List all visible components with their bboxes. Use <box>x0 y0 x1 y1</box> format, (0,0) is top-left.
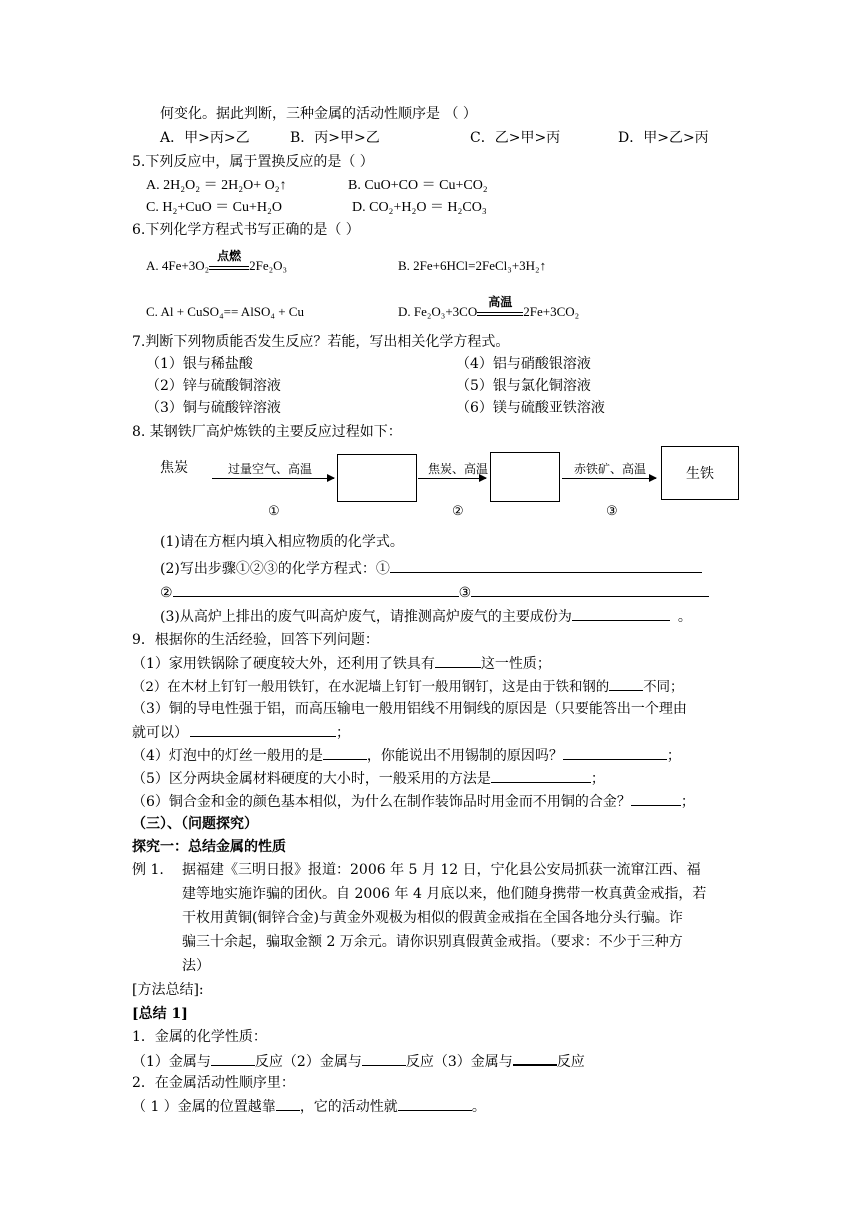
q9-item-1: （1）家用铁锅除了硬度较大外，还利用了铁具有 这一性质； <box>132 653 551 674</box>
answer-blank-9-6[interactable] <box>631 791 681 806</box>
explore-1-title: 探究一：总结金属的性质 <box>132 839 286 855</box>
q4-option-d: D．甲>乙>丙 <box>618 130 709 146</box>
flow-box-2 <box>490 452 560 502</box>
q9-stem: 9．根据你的生活经验，回答下列问题： <box>132 632 379 648</box>
answer-blank-9-2[interactable] <box>609 676 643 691</box>
q9-item-3: （3）铜的导电性强于铝，而高压输电一般用铝线不用铜线的原因是（只要能答出一个理由 <box>132 701 687 717</box>
flow-end-label: 生铁 <box>686 466 714 482</box>
example-1-line-2: 建等地实施诈骗的团伙。自 2006 年 4 月底以来，他们随身携带一枚真黄金戒指，若 <box>182 886 707 902</box>
q8-part1: (1)请在方框内填入相应物质的化学式。 <box>160 534 404 550</box>
summary-1-title: [总结 1] <box>132 1006 188 1022</box>
flow-arrow-1-label: 过量空气、高温 <box>228 462 313 476</box>
q8-part2-line2: ② ③ <box>160 582 709 603</box>
answer-blank-9-3[interactable] <box>190 722 336 737</box>
q6-option-b: B. 2Fe+6HCl=2FeCl₃+3H₂↑ <box>398 258 547 273</box>
q9-item-6: （6）铜合金和金的颜色基本相似，为什么在制作装饰品时用金而不用铜的合金？ ； <box>132 791 695 812</box>
flow-step-3: ③ <box>606 504 618 519</box>
q7-stem: 7.判断下列物质能否发生反应？若能，写出相关化学方程式。 <box>132 334 510 350</box>
q5-stem: 5.下列反应中，属于置换反应的是（ ） <box>132 154 374 170</box>
q6-option-d <box>398 295 580 322</box>
flow-arrow-1 <box>212 478 334 479</box>
q6-d-left: D. Fe₂O₃+3CO <box>398 304 478 319</box>
answer-blank-9-4a[interactable] <box>323 745 367 760</box>
q6-option-a <box>146 249 288 276</box>
q4-option-c: C．乙>甲>丙 <box>470 130 561 146</box>
q8-stem: 8. 某钢铁厂高炉炼铁的主要反应过程如下： <box>132 424 402 440</box>
q6-d-right: 2Fe+3CO₂ <box>523 304 580 319</box>
q8-part2: (2)写出步骤①②③的化学方程式：① <box>160 558 702 579</box>
answer-blank-step1[interactable] <box>390 558 702 573</box>
answer-blank-s1a[interactable] <box>211 1051 255 1066</box>
example-1-line-4: 骗三十余起，骗取金额 2 万余元。请你识别真假黄金戒指。（要求：不少于三种方 <box>182 934 683 950</box>
q7-item-3: （3）铜与硫酸锌溶液 <box>146 400 281 416</box>
q7-item-6: （6）镁与硫酸亚铁溶液 <box>456 400 605 416</box>
answer-blank-step3[interactable] <box>471 582 709 597</box>
flow-start-coke: 焦炭 <box>160 460 188 476</box>
answer-blank-s2a[interactable] <box>276 1096 300 1111</box>
q5-option-a: A. 2H₂O₂ ＝ 2H₂O+ O₂↑ <box>146 178 287 193</box>
summary-1-item-1-line: （1）金属与 反应（2）金属与 反应（3）金属与 反应 <box>132 1050 585 1072</box>
answer-blank-step2[interactable] <box>173 582 459 597</box>
q6-a-condition: 点燃 <box>209 258 249 270</box>
q5-option-d: D. CO₂+H₂O ＝ H₂CO₃ <box>352 200 487 215</box>
section-title: （三）、（问题探究） <box>132 816 258 832</box>
summary-1-item-2-line: （ 1 ）金属的位置越靠 ，它的活动性就 。 <box>132 1096 486 1117</box>
answer-blank-s2b[interactable] <box>398 1096 472 1111</box>
answer-blank-s1c[interactable] <box>513 1050 557 1066</box>
q5-option-b: B. CuO+CO ＝ Cu+CO₂ <box>348 178 488 193</box>
q6-stem: 6.下列化学方程式书写正确的是（ ） <box>132 222 360 238</box>
answer-blank-9-4b[interactable] <box>563 745 667 760</box>
example-1-line-5: 法） <box>182 958 210 974</box>
q8-part3: (3)从高炉上排出的废气叫高炉废气，请推测高炉废气的主要成份为 。 <box>160 606 692 627</box>
q6-a-right: 2Fe₂O₃ <box>249 258 288 273</box>
q9-item-2: （2）在木材上钉钉一般用铁钉，在水泥墙上钉钉一般用钢钉，这是由于铁和钢的 不同； <box>132 676 683 698</box>
answer-blank-9-5[interactable] <box>491 768 591 783</box>
q7-item-4: （4）铝与硝酸银溶液 <box>456 356 591 372</box>
q4-line: 何变化。据此判断，三种金属的活动性顺序是 （ ） <box>160 106 477 122</box>
example-1-label: 例 1. <box>132 862 164 878</box>
flow-step-2: ② <box>452 504 464 519</box>
flow-arrow-2 <box>418 478 486 479</box>
answer-blank-s1b[interactable] <box>362 1051 406 1066</box>
q7-item-5: （5）银与氯化铜溶液 <box>456 378 591 394</box>
flow-arrow-3 <box>562 478 656 479</box>
flow-arrow-2-label: 焦炭、高温 <box>428 462 489 476</box>
q6-option-c: C. Al + CuSO₄== AlSO₄ + Cu <box>146 304 304 319</box>
answer-blank-9-1[interactable] <box>435 653 481 668</box>
q4-option-a: A．甲>丙>乙 <box>160 130 250 146</box>
summary-1-item-1: 1．金属的化学性质： <box>132 1029 267 1045</box>
q9-item-5: （5）区分两块金属材料硬度的大小时，一般采用的方法是 ； <box>132 768 605 789</box>
example-1-line-3: 干枚用黄铜(铜锌合金)与黄金外观极为相似的假黄金戒指在全国各地分头行骗。诈 <box>182 910 683 926</box>
flow-box-pig-iron <box>661 446 739 500</box>
q7-item-1: （1）银与稀盐酸 <box>146 356 253 372</box>
method-summary: [方法总结]: <box>132 982 204 998</box>
answer-blank-gas[interactable] <box>572 606 670 621</box>
q9-item-3b: 就可以） ； <box>132 722 350 743</box>
summary-1-item-2: 2．在金属活动性顺序里： <box>132 1075 295 1091</box>
q6-d-condition: 高温 <box>477 304 523 316</box>
q9-item-4: （4）灯泡中的灯丝一般用的是 ，你能说出不用锡制的原因吗？ ； <box>132 745 681 766</box>
example-1-line-1: 据福建《三明日报》报道：2006 年 5 月 12 日，宁化县公安局抓获一流窜江西、福 <box>182 862 701 878</box>
q4-option-b: B．丙>甲>乙 <box>290 130 380 146</box>
q6-a-left: A. 4Fe+3O₂ <box>146 258 210 273</box>
flow-arrow-3-label: 赤铁矿、高温 <box>574 462 647 476</box>
flow-step-1: ① <box>268 504 280 519</box>
flow-box-1 <box>337 454 417 502</box>
q5-option-c: C. H₂+CuO ＝ Cu+H₂O <box>146 200 283 215</box>
q7-item-2: （2）锌与硫酸铜溶液 <box>146 378 281 394</box>
